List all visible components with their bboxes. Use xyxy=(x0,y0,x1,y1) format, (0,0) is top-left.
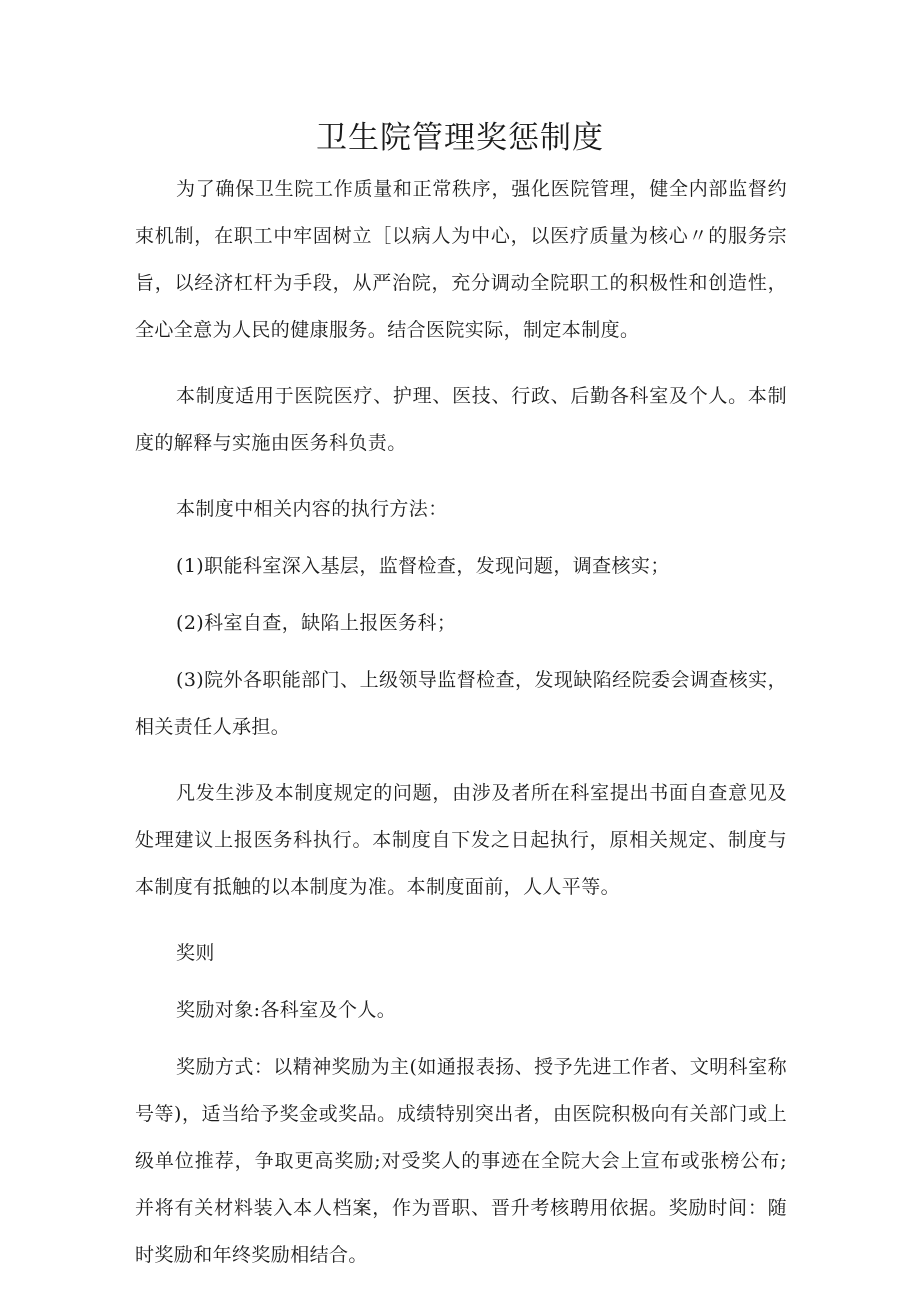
document-title: 卫生院管理奖惩制度 xyxy=(316,120,604,156)
document-body xyxy=(135,166,787,1298)
paragraph-scope: 本制度适用于医院医疗、护理、医技、行政、后勤各科室及个人。本制度的解释与实施由医务科负责。 xyxy=(135,385,787,454)
paragraph-reward-methods: 奖励方式：以精神奖励为主(如通报表扬、授予先进工作者、文明科室称号等)，适当给予奖金或奖品。成绩特别突出者，由医院积极向有关部门或上级单位推荐，争取更高奖励;对受奖人的事迹在全院大会上宣布或张榜公布;并将有关材料装入本人档案，作为晋职、晋升考核聘用依据。奖励时间：随时奖励和年终奖励相结合。 xyxy=(135,1056,787,1266)
paragraph-methods-intro: 本制度中相关内容的执行方法： xyxy=(176,498,448,520)
paragraph-reporting: 凡发生涉及本制度规定的问题，由涉及者所在科室提出书面自查意见及处理建议上报医务科执行。本制度自下发之日起执行，原相关规定、制度与本制度有抵触的以本制度为准。本制度面前，人人平等。 xyxy=(135,782,787,898)
paragraph-purpose: 为了确保卫生院工作质量和正常秩序，强化医院管理，健全内部监督约束机制，在职工中牢固树立［以病人为中心，以医疗质量为核心〃的服务宗旨，以经济杠杆为手段，从严治院，充分调动全院职工的积极性和创造性，全心全意为人民的健康服务。结合医院实际，制定本制度。 xyxy=(135,178,787,341)
paragraph-reward-targets: 奖励对象:各科室及个人。 xyxy=(176,999,397,1021)
paragraph-method-3: (3)院外各职能部门、上级领导监督检查，发现缺陷经院委会调查核实，相关责任人承担。 xyxy=(135,669,787,738)
paragraph-method-1: (1)职能科室深入基层，监督检查，发现问题，调查核实； xyxy=(176,555,670,577)
paragraph-method-2: (2)科室自查，缺陷上报医务科； xyxy=(176,612,457,634)
section-heading-rewards: 奖则 xyxy=(176,942,215,964)
